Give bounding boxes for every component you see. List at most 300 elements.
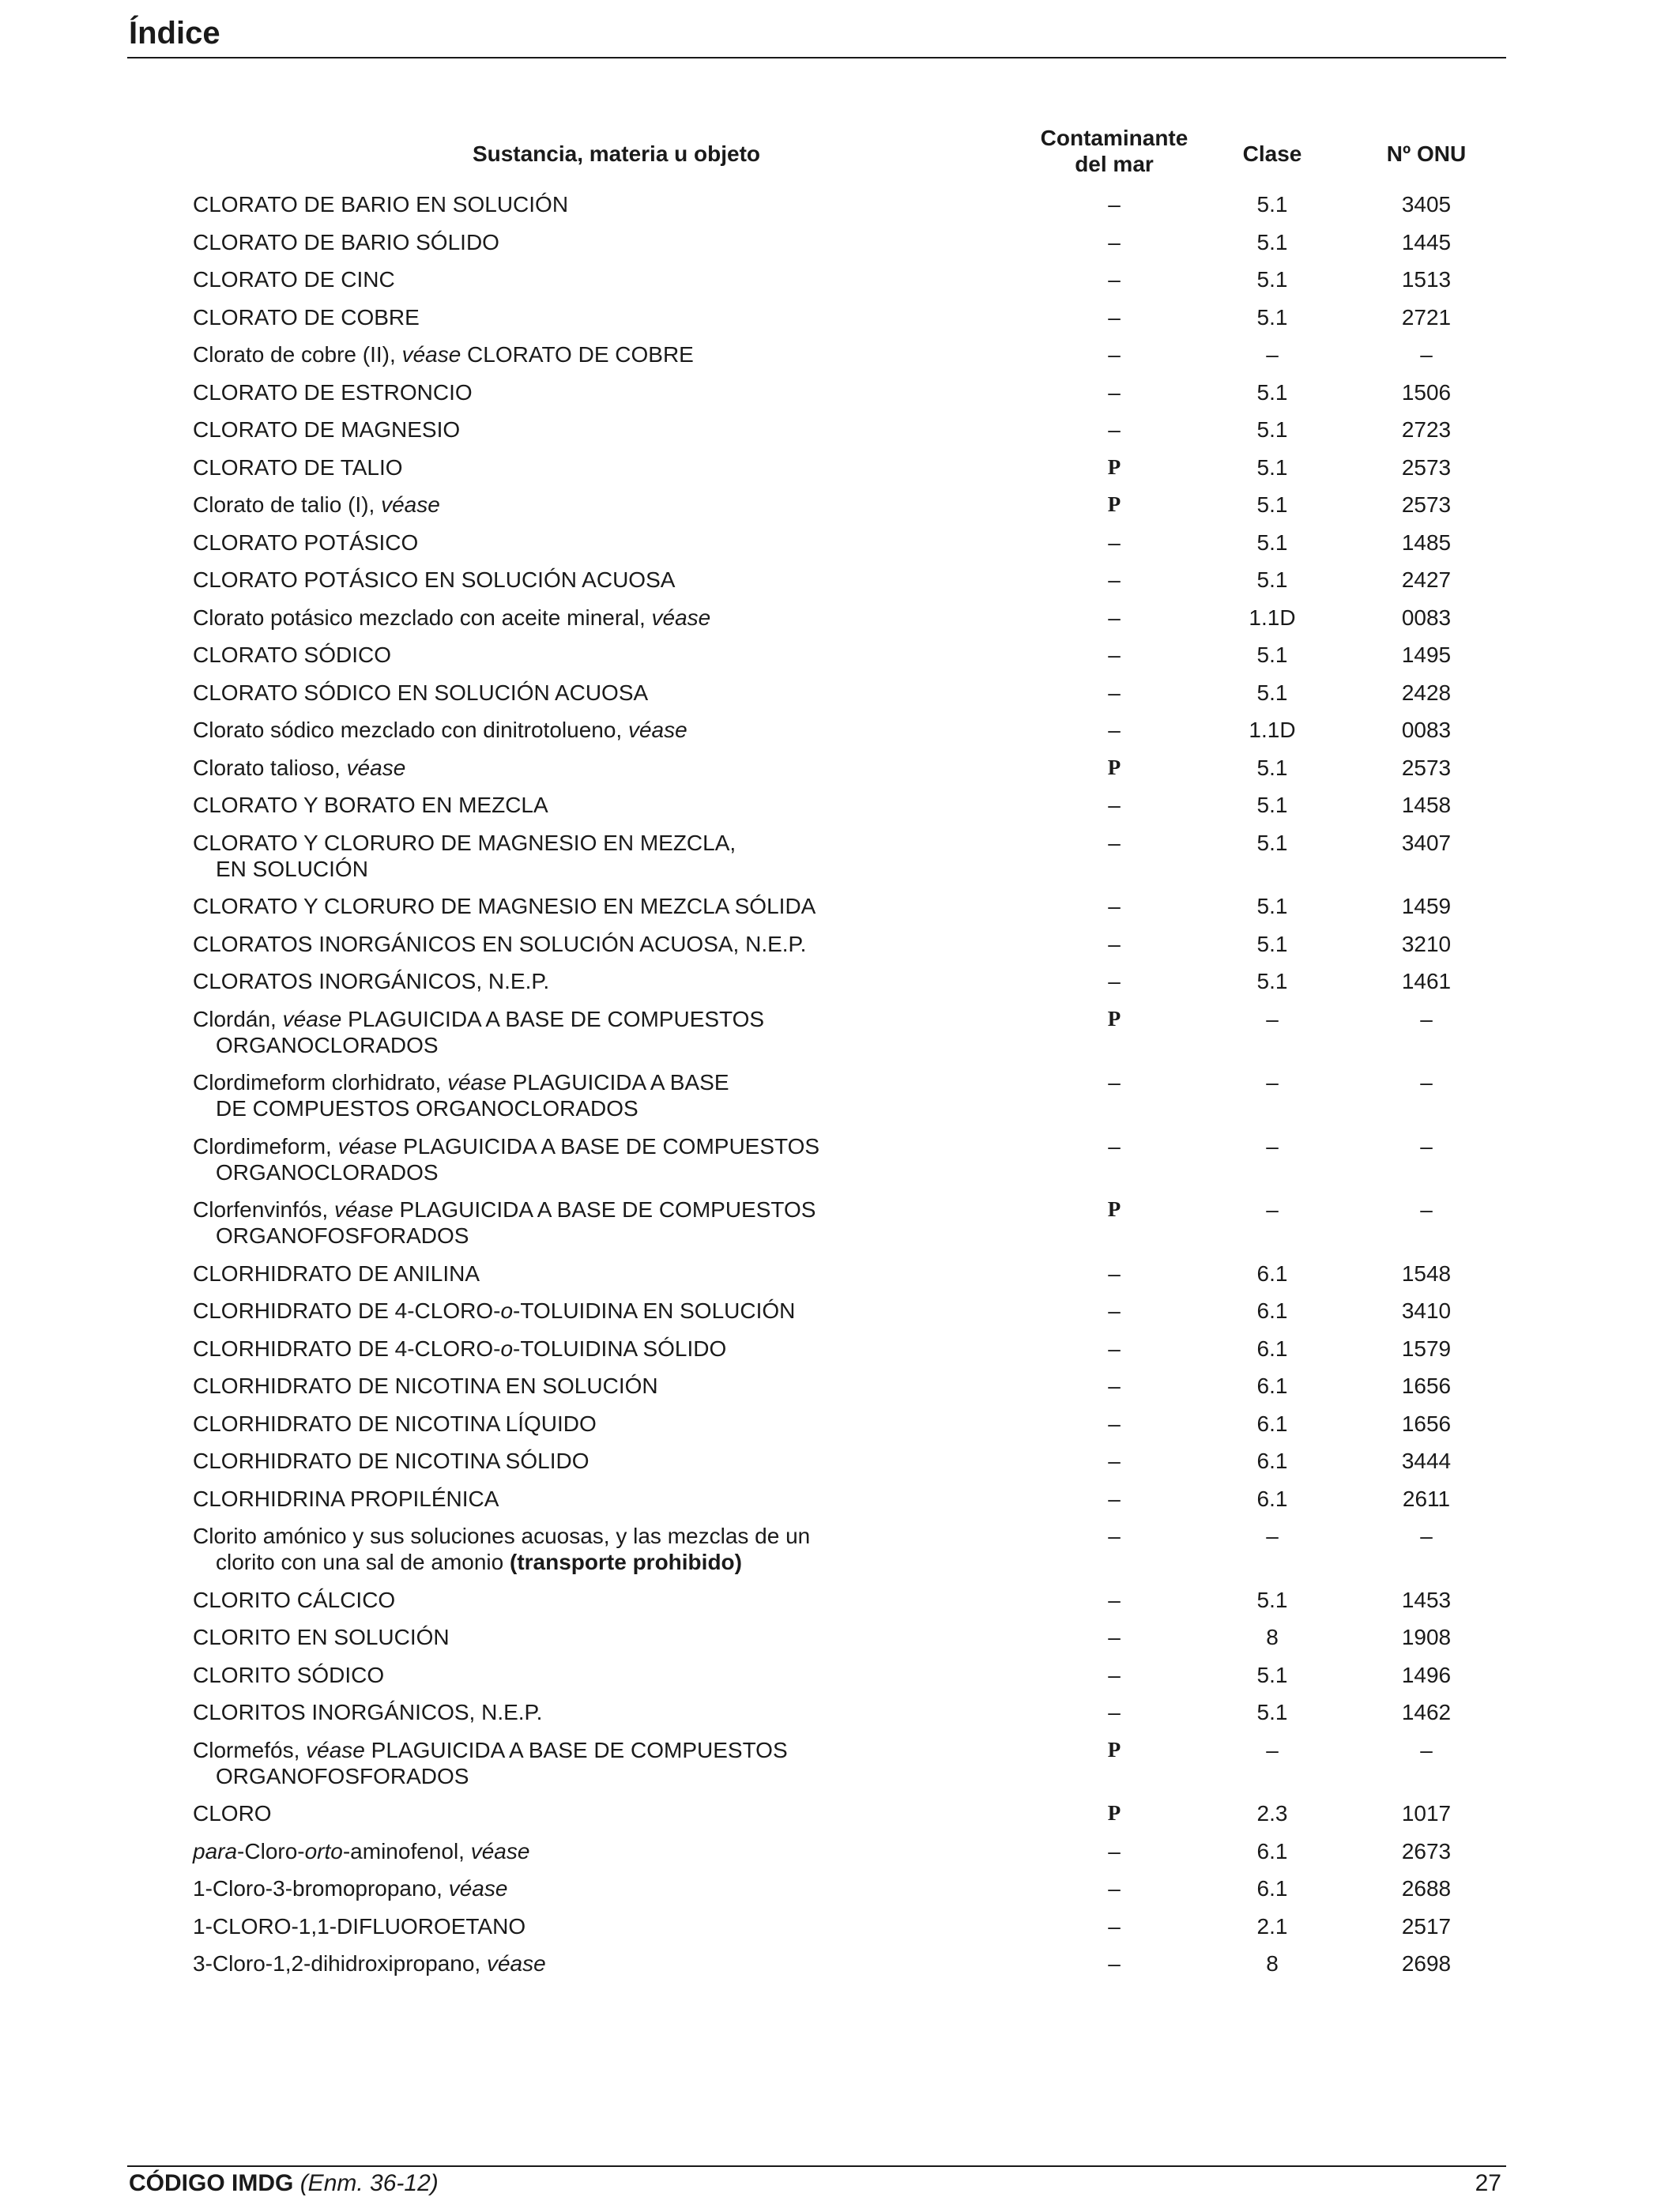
substance-name: [193, 830, 904, 882]
marine-pollutant-cell: P: [1107, 1006, 1121, 1031]
text-segment: CLORATO DE MAGNESIO: [193, 417, 461, 442]
un-number-cell: 2427: [1401, 567, 1452, 592]
text-segment: -TOLUIDINA EN SOLUCIÓN: [513, 1298, 796, 1323]
substance-name-line: [193, 416, 904, 443]
substance-name-line: [193, 567, 904, 593]
marine-pollutant-cell: P: [1107, 492, 1121, 516]
substance-name: [193, 642, 904, 668]
marine-pollutant-cell: –: [1108, 1133, 1121, 1159]
text-segment: CLORO: [193, 1801, 272, 1826]
substance-name-continuation: [193, 1095, 904, 1121]
un-number-cell: 2673: [1401, 1838, 1452, 1863]
marine-pollutant-cell: –: [1108, 529, 1121, 555]
text-segment: PLAGUICIDA A BASE DE COMPUESTOS: [393, 1197, 816, 1222]
class-cell: 8: [1266, 1625, 1279, 1649]
substance-name-line: [193, 529, 904, 556]
text-segment: CLORATO SÓDICO: [193, 643, 392, 667]
substance-name: [193, 1373, 904, 1399]
class-cell: 5.1: [1256, 969, 1288, 993]
substance-name-line: [193, 1587, 904, 1613]
class-cell: 5.1: [1256, 830, 1288, 855]
un-number-cell: –: [1420, 1524, 1433, 1548]
substance-name-line: [193, 1624, 904, 1650]
un-number-cell: 1017: [1401, 1801, 1452, 1826]
marine-pollutant-cell: –: [1108, 1587, 1121, 1612]
marine-pollutant-cell: –: [1108, 1951, 1121, 1976]
substance-name-line: [193, 229, 904, 255]
text-segment: CLORITO EN SOLUCIÓN: [193, 1625, 450, 1649]
text-segment: CLORHIDRATO DE ANILINA: [193, 1261, 480, 1286]
column-header-marine-line1: Contaminante: [1040, 126, 1188, 150]
substance-name: [193, 341, 904, 367]
un-number-cell: 2611: [1402, 1486, 1451, 1511]
marine-pollutant-cell: –: [1108, 1700, 1121, 1724]
substance-name: [193, 1069, 904, 1121]
class-cell: 6.1: [1256, 1876, 1288, 1901]
text-segment: CLORATO POTÁSICO: [193, 529, 419, 555]
marine-pollutant-cell: –: [1108, 680, 1121, 705]
un-number-cell: 2573: [1401, 755, 1452, 780]
substance-name-continuation: [193, 856, 904, 882]
un-number-cell: 2698: [1401, 1951, 1452, 1976]
class-cell: 1.1D: [1249, 718, 1296, 742]
marine-pollutant-cell: –: [1108, 1374, 1121, 1398]
page-number: 27: [1475, 2170, 1501, 2196]
class-cell: –: [1266, 1070, 1279, 1095]
class-cell: 8: [1266, 1951, 1279, 1976]
substance-name-line: [193, 1950, 904, 1977]
substance-name-line: [193, 755, 904, 781]
substance-name-line: [193, 1699, 904, 1725]
marine-pollutant-cell: –: [1108, 1449, 1121, 1473]
substance-name-line: [193, 266, 904, 292]
text-segment: (transporte prohibido): [510, 1550, 742, 1574]
marine-pollutant-cell: –: [1108, 379, 1121, 405]
substance-name-line: [193, 492, 904, 518]
substance-name: [193, 755, 904, 781]
un-number-cell: 1579: [1401, 1336, 1452, 1361]
marine-pollutant-cell: –: [1108, 605, 1121, 630]
un-number-cell: 1459: [1401, 894, 1452, 918]
text-segment: CLORITO SÓDICO: [193, 1662, 385, 1687]
substance-name-line: [193, 1523, 904, 1549]
un-number-cell: 1453: [1401, 1587, 1452, 1612]
marine-pollutant-cell: –: [1108, 1486, 1121, 1511]
class-cell: 5.1: [1256, 894, 1288, 918]
substance-name-line: [193, 1875, 904, 1901]
column-header-marine-line2: del mar: [1075, 152, 1154, 176]
text-segment: CLORATO DE COBRE: [461, 342, 694, 367]
text-segment: CLORITOS INORGÁNICOS, N.E.P.: [193, 1700, 543, 1724]
substance-name-line: [193, 1373, 904, 1399]
substance-name-line: [193, 1662, 904, 1688]
text-segment: Clormefós,: [193, 1737, 307, 1762]
class-cell: 5.1: [1256, 417, 1288, 442]
marine-pollutant-cell: –: [1108, 643, 1121, 667]
substance-name-line: [193, 1737, 904, 1763]
class-cell: 5.1: [1256, 1700, 1288, 1724]
substance-name-line: [193, 1913, 904, 1939]
substance-name-line: [193, 341, 904, 367]
text-segment: Clorato potásico mezclado con aceite mineral,: [193, 605, 652, 630]
substance-name: [193, 1196, 904, 1249]
un-number-cell: 1462: [1401, 1700, 1452, 1724]
text-segment: CLORATO DE CINC: [193, 267, 395, 292]
un-number-cell: 1496: [1401, 1662, 1452, 1687]
un-number-cell: 1445: [1401, 229, 1452, 254]
substance-name-line: [193, 1411, 904, 1437]
un-number-cell: 3407: [1401, 830, 1452, 855]
substance-name: [193, 1800, 904, 1826]
un-number-cell: 1908: [1401, 1625, 1452, 1649]
substance-name-line: [193, 968, 904, 994]
class-cell: –: [1266, 1006, 1279, 1031]
footer-code-title: CÓDIGO IMDG: [129, 2170, 294, 2196]
text-segment: Clorfenvinfós,: [193, 1197, 334, 1222]
marine-pollutant-cell: –: [1108, 1070, 1121, 1095]
substance-name-continuation: [193, 1032, 904, 1058]
substance-name: [193, 1411, 904, 1437]
substance-name: [193, 1662, 904, 1688]
substance-name-line: [193, 1196, 904, 1223]
un-number-cell: 3210: [1401, 931, 1452, 956]
substance-name: [193, 1261, 904, 1287]
marine-pollutant-cell: –: [1108, 1913, 1121, 1939]
text-segment: o: [500, 1336, 514, 1361]
class-cell: 5.1: [1256, 229, 1288, 254]
text-segment: Clordimeform,: [193, 1133, 338, 1159]
text-segment: véase: [333, 1197, 394, 1222]
text-segment: CLORATO SÓDICO EN SOLUCIÓN ACUOSA: [193, 680, 649, 705]
class-cell: 5.1: [1256, 492, 1288, 517]
class-cell: 6.1: [1256, 1336, 1288, 1361]
substance-name: [193, 893, 904, 919]
column-header-class: Clase: [1242, 141, 1302, 166]
text-segment: Clorato talioso,: [193, 755, 347, 780]
marine-pollutant-cell: –: [1108, 1625, 1121, 1649]
substance-name-line: [193, 830, 904, 856]
text-segment: CLORHIDRINA PROPILÉNICA: [193, 1486, 499, 1511]
class-cell: 5.1: [1256, 1662, 1288, 1687]
text-segment: véase: [627, 718, 687, 742]
un-number-cell: 1485: [1401, 529, 1452, 555]
text-segment: CLORATO DE BARIO EN SOLUCIÓN: [193, 192, 569, 217]
text-segment: véase: [447, 1070, 507, 1095]
substance-name: [193, 266, 904, 292]
un-number-cell: 3410: [1401, 1298, 1452, 1323]
class-cell: 6.1: [1256, 1838, 1288, 1863]
text-segment: 3-Cloro-1,2-dihidroxipropano,: [193, 1951, 487, 1976]
marine-pollutant-cell: P: [1107, 1737, 1121, 1762]
un-number-cell: 1506: [1401, 379, 1452, 405]
marine-pollutant-cell: –: [1108, 229, 1121, 254]
class-cell: 6.1: [1256, 1486, 1288, 1511]
un-number-cell: 2723: [1401, 417, 1452, 442]
text-segment: véase: [381, 492, 440, 517]
class-cell: 6.1: [1256, 1298, 1288, 1323]
substance-name-continuation: [193, 1763, 904, 1789]
class-cell: 5.1: [1256, 643, 1288, 667]
class-cell: 5.1: [1256, 931, 1288, 956]
substance-name-line: [193, 792, 904, 818]
un-number-cell: 1656: [1401, 1411, 1452, 1436]
substance-name-line: [193, 931, 904, 957]
substance-name-line: [193, 1261, 904, 1287]
class-cell: 5.1: [1256, 192, 1288, 217]
substance-name: [193, 529, 904, 556]
text-segment: véase: [306, 1737, 365, 1762]
marine-pollutant-cell: –: [1108, 1411, 1121, 1436]
substance-name-continuation: [193, 1223, 904, 1249]
class-cell: 5.1: [1256, 793, 1288, 817]
substance-name: [193, 1006, 904, 1058]
text-segment: ORGANOCLORADOS: [216, 1032, 439, 1057]
un-number-cell: 1548: [1401, 1261, 1452, 1286]
un-number-cell: –: [1420, 1006, 1433, 1031]
text-segment: CLORHIDRATO DE NICOTINA SÓLIDO: [193, 1449, 590, 1473]
text-segment: -Cloro-: [237, 1838, 305, 1863]
class-cell: 5.1: [1256, 267, 1288, 292]
text-segment: PLAGUICIDA A BASE DE COMPUESTOS: [364, 1737, 788, 1762]
footer-amendment: (Enm. 36-12): [299, 2170, 439, 2196]
un-number-cell: 0083: [1401, 605, 1452, 630]
substance-name-line: [193, 1800, 904, 1826]
un-number-cell: 2573: [1401, 454, 1452, 480]
marine-pollutant-cell: –: [1108, 931, 1121, 956]
substance-name: [193, 567, 904, 593]
text-segment: Clorato de talio (I),: [193, 492, 382, 517]
substance-name-line: [193, 717, 904, 743]
substance-name-line: [193, 1336, 904, 1362]
text-segment: CLORATO Y CLORURO DE MAGNESIO EN MEZCLA SÓLIDA: [193, 894, 816, 918]
text-segment: o: [500, 1298, 514, 1323]
text-segment: CLORATO Y CLORURO DE MAGNESIO EN MEZCLA,: [193, 830, 736, 855]
substance-name-line: [193, 605, 904, 631]
class-cell: 5.1: [1256, 379, 1288, 405]
un-number-cell: 1656: [1401, 1374, 1452, 1398]
substance-name: [193, 605, 904, 631]
un-number-cell: –: [1420, 1070, 1433, 1095]
un-number-cell: –: [1420, 1133, 1433, 1159]
text-segment: 1-CLORO-1,1-DIFLUOROETANO: [193, 1913, 526, 1939]
substance-name-line: [193, 1838, 904, 1864]
substance-name: [193, 680, 904, 706]
substance-name: [193, 1913, 904, 1939]
text-segment: Clordimeform clorhidrato,: [193, 1070, 448, 1095]
substance-name-line: [193, 1006, 904, 1032]
substance-name-line: [193, 304, 904, 330]
text-segment: véase: [470, 1838, 530, 1863]
class-cell: 5.1: [1256, 567, 1288, 592]
page-footer: [127, 2165, 1506, 2194]
text-segment: Clorito amónico y sus soluciones acuosas, y las mezclas de un: [193, 1524, 811, 1548]
un-number-cell: 3444: [1401, 1449, 1452, 1473]
un-number-cell: 2688: [1401, 1876, 1452, 1901]
text-segment: ORGANOFOSFORADOS: [216, 1223, 469, 1248]
text-segment: 1-Cloro-3-bromopropano,: [193, 1876, 449, 1901]
class-cell: 1.1D: [1249, 605, 1296, 630]
text-segment: CLORATOS INORGÁNICOS, N.E.P.: [193, 969, 550, 993]
text-segment: véase: [486, 1951, 546, 1976]
un-number-cell: –: [1420, 1197, 1433, 1222]
substance-name: [193, 229, 904, 255]
class-cell: 6.1: [1256, 1449, 1288, 1473]
marine-pollutant-cell: –: [1108, 267, 1121, 292]
substance-name-line: [193, 454, 904, 480]
text-segment: -aminofenol,: [342, 1838, 471, 1863]
text-segment: CLORHIDRATO DE NICOTINA LÍQUIDO: [193, 1411, 597, 1436]
substance-name: [193, 304, 904, 330]
text-segment: Clorato de cobre (II),: [193, 342, 402, 367]
un-number-cell: 0083: [1401, 718, 1452, 742]
text-segment: CLORATO POTÁSICO EN SOLUCIÓN ACUOSA: [193, 567, 676, 592]
substance-name: [193, 1486, 904, 1512]
text-segment: CLORATO DE BARIO SÓLIDO: [193, 229, 499, 254]
substance-name: [193, 1737, 904, 1789]
text-segment: DE COMPUESTOS ORGANOCLORADOS: [216, 1096, 638, 1121]
class-cell: 5.1: [1256, 454, 1288, 480]
un-number-cell: 1495: [1401, 643, 1452, 667]
class-cell: 5.1: [1256, 1587, 1288, 1612]
text-segment: PLAGUICIDA A BASE: [506, 1070, 729, 1095]
substance-name-line: [193, 642, 904, 668]
un-number-cell: 1513: [1401, 267, 1452, 292]
un-number-cell: 2517: [1401, 1913, 1452, 1939]
marine-pollutant-cell: –: [1108, 1662, 1121, 1687]
substance-name: [193, 1523, 904, 1575]
substance-name: [193, 968, 904, 994]
text-segment: CLORHIDRATO DE 4-CLORO-: [193, 1336, 501, 1361]
substance-name-line: [193, 1448, 904, 1474]
class-cell: –: [1266, 1133, 1279, 1159]
text-segment: Clorato sódico mezclado con dinitrotolueno,: [193, 718, 628, 742]
marine-pollutant-cell: –: [1108, 718, 1121, 742]
substance-name: [193, 379, 904, 405]
substance-name-line: [193, 680, 904, 706]
marine-pollutant-cell: –: [1108, 417, 1121, 442]
substance-name: [193, 191, 904, 217]
class-cell: –: [1266, 342, 1279, 367]
substance-name: [193, 416, 904, 443]
marine-pollutant-cell: –: [1108, 1876, 1121, 1901]
text-segment: véase: [282, 1006, 342, 1031]
marine-pollutant-cell: –: [1108, 567, 1121, 592]
marine-pollutant-cell: –: [1108, 1524, 1121, 1548]
marine-pollutant-cell: P: [1107, 1801, 1121, 1825]
substance-name-line: [193, 893, 904, 919]
class-cell: –: [1266, 1524, 1279, 1548]
text-segment: -TOLUIDINA SÓLIDO: [513, 1336, 727, 1361]
un-number-cell: 1458: [1401, 793, 1452, 817]
text-segment: CLORATO DE TALIO: [193, 454, 403, 480]
substance-name: [193, 1336, 904, 1362]
un-number-cell: 1461: [1401, 969, 1452, 993]
text-segment: Clordán,: [193, 1006, 283, 1031]
text-segment: EN SOLUCIÓN: [216, 856, 368, 881]
substance-name-line: [193, 379, 904, 405]
text-segment: véase: [337, 1133, 397, 1159]
marine-pollutant-cell: P: [1107, 1197, 1121, 1221]
marine-pollutant-cell: –: [1108, 192, 1121, 217]
marine-pollutant-cell: –: [1108, 1838, 1121, 1863]
class-cell: 5.1: [1256, 304, 1288, 330]
marine-pollutant-cell: –: [1108, 894, 1121, 918]
text-segment: para: [193, 1838, 238, 1863]
substance-name: [193, 454, 904, 480]
substance-name: [193, 1838, 904, 1864]
text-segment: véase: [651, 605, 711, 630]
substance-name-line: [193, 1486, 904, 1512]
text-segment: ORGANOFOSFORADOS: [216, 1763, 469, 1788]
class-cell: 2.3: [1256, 1801, 1288, 1826]
marine-pollutant-cell: –: [1108, 1298, 1121, 1323]
substance-name-continuation: [193, 1159, 904, 1185]
un-number-cell: 2573: [1401, 492, 1452, 517]
column-header-un-number: Nº ONU: [1386, 141, 1467, 166]
class-cell: 5.1: [1256, 680, 1288, 705]
text-segment: véase: [346, 755, 406, 780]
substance-name-line: [193, 1069, 904, 1095]
marine-pollutant-cell: –: [1108, 342, 1121, 367]
text-segment: CLORATO Y BORATO EN MEZCLA: [193, 793, 548, 817]
class-cell: 2.1: [1256, 1913, 1288, 1939]
class-cell: 6.1: [1256, 1374, 1288, 1398]
text-segment: véase: [448, 1876, 508, 1901]
substance-name: [193, 1298, 904, 1324]
substance-name: [193, 1875, 904, 1901]
substance-name: [193, 1624, 904, 1650]
substance-name: [193, 492, 904, 518]
text-segment: orto: [304, 1838, 343, 1863]
text-segment: clorito con una sal de amonio: [216, 1550, 510, 1574]
substance-name: [193, 717, 904, 743]
marine-pollutant-cell: –: [1108, 1336, 1121, 1361]
marine-pollutant-cell: P: [1107, 454, 1121, 479]
marine-pollutant-cell: –: [1108, 969, 1121, 993]
class-cell: –: [1266, 1197, 1279, 1222]
marine-pollutant-cell: –: [1108, 793, 1121, 817]
class-cell: 5.1: [1256, 529, 1288, 555]
text-segment: CLORATO DE ESTRONCIO: [193, 379, 473, 405]
substance-name: [193, 1950, 904, 1977]
footer-code: [129, 2170, 439, 2197]
text-segment: CLORHIDRATO DE NICOTINA EN SOLUCIÓN: [193, 1374, 658, 1398]
marine-pollutant-cell: –: [1108, 1261, 1121, 1286]
class-cell: 6.1: [1256, 1411, 1288, 1436]
substance-name-line: [193, 191, 904, 217]
substance-name: [193, 1587, 904, 1613]
marine-pollutant-cell: –: [1108, 830, 1121, 855]
substance-name-line: [193, 1298, 904, 1324]
substance-name: [193, 1448, 904, 1474]
page-title: Índice: [129, 16, 220, 51]
substance-name: [193, 1133, 904, 1185]
text-segment: PLAGUICIDA A BASE DE COMPUESTOS: [341, 1006, 765, 1031]
substance-name-line: [193, 1133, 904, 1159]
text-segment: PLAGUICIDA A BASE DE COMPUESTOS: [397, 1133, 820, 1159]
un-number-cell: 3405: [1401, 192, 1452, 217]
marine-pollutant-cell: P: [1107, 755, 1121, 779]
class-cell: 5.1: [1256, 755, 1288, 780]
substance-name: [193, 792, 904, 818]
text-segment: véase: [401, 342, 461, 367]
un-number-cell: –: [1420, 342, 1433, 367]
column-header-substance: Sustancia, materia u objeto: [472, 141, 761, 166]
substance-name: [193, 1699, 904, 1725]
substance-name-continuation: [193, 1549, 904, 1575]
class-cell: –: [1266, 1737, 1279, 1762]
un-number-cell: 2428: [1401, 680, 1452, 705]
